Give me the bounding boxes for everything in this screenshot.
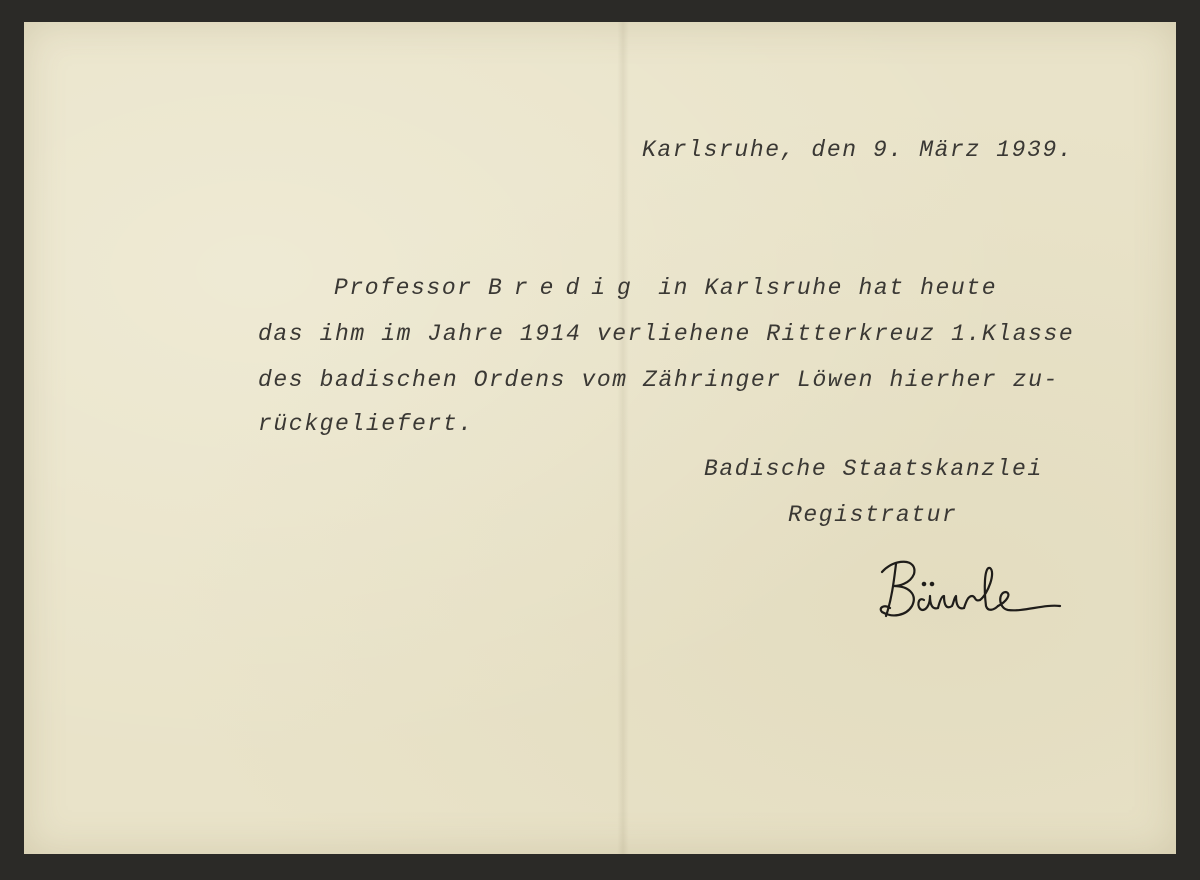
body-line-3: des badischen Ordens vom Zähringer Löwen hierher zu- xyxy=(258,367,1059,393)
body-line-1-lead: Professor xyxy=(334,275,489,301)
body-line-2: das ihm im Jahre 1914 verliehene Ritterkreuz 1.Klasse xyxy=(258,321,1075,347)
letter-sheet xyxy=(24,22,1176,854)
closing-office: Badische Staatskanzlei xyxy=(704,456,1043,482)
body-line-1-tail: in Karlsruhe hat heute xyxy=(642,275,998,301)
body-line-1 xyxy=(334,277,997,300)
date-line: Karlsruhe, den 9. März 1939. xyxy=(642,137,1074,163)
handwritten-signature xyxy=(874,550,1074,630)
closing-department: Registratur xyxy=(788,502,958,528)
body-line-4: rückgeliefert. xyxy=(258,411,474,437)
recipient-name: Bredig xyxy=(488,275,643,301)
